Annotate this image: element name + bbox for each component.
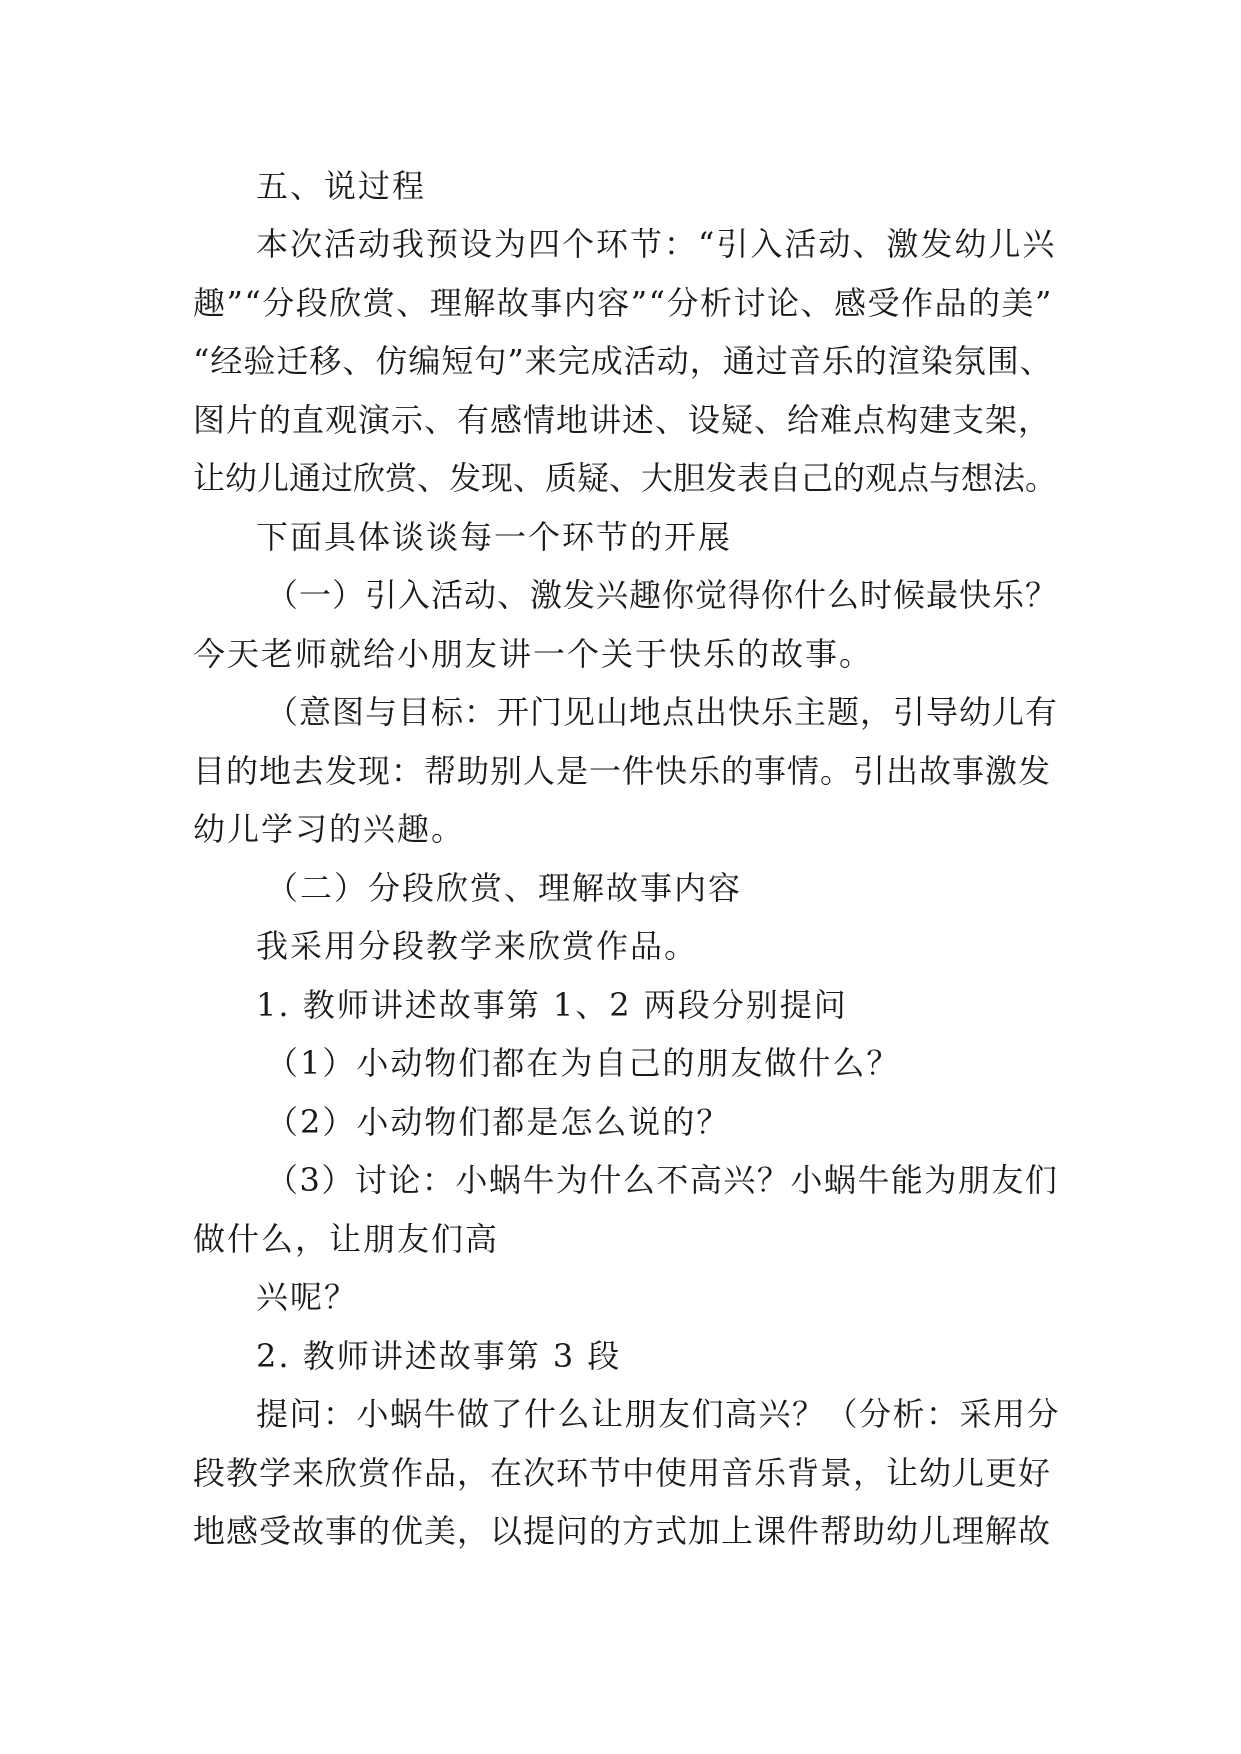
list-item: 2. 教师讲述故事第 3 段: [256, 1337, 622, 1375]
paragraph-line: （意图与目标：开门见山地点出快乐主题，引导幼儿有: [266, 693, 1059, 731]
paragraph-line: 幼儿学习的兴趣。: [193, 810, 466, 848]
subsection-heading: （二）分段欣赏、理解故事内容: [266, 869, 743, 907]
paragraph-line: 趣”“分段欣赏、理解故事内容”“分析讨论、感受作品的美”: [193, 284, 1053, 322]
paragraph-line: 我采用分段教学来欣赏作品。: [256, 927, 699, 965]
paragraph-line: 兴呢？: [256, 1278, 359, 1316]
paragraph-line: 段教学来欣赏作品，在次环节中使用音乐背景，让幼儿更好: [193, 1454, 1052, 1492]
paragraph-line: 做什么，让朋友们高: [193, 1220, 500, 1258]
paragraph-line: 让幼儿通过欣赏、发现、质疑、大胆发表自己的观点与想法。: [193, 459, 1058, 497]
section-heading: 五、说过程: [256, 167, 427, 205]
paragraph-line: 本次活动我预设为四个环节：“引入活动、激发幼儿兴: [256, 225, 1057, 263]
list-item: （1）小动物们都在为自己的朋友做什么？: [266, 1044, 901, 1082]
paragraph-line: 图片的直观演示、有感情地讲述、设疑、给难点构建支架，: [193, 401, 1052, 439]
list-item: （3）讨论：小蜗牛为什么不高兴？小蜗牛能为朋友们: [266, 1161, 1059, 1199]
list-item: （2）小动物们都是怎么说的？: [266, 1103, 731, 1141]
list-item: 1. 教师讲述故事第 1、2 两段分别提问: [256, 986, 848, 1024]
paragraph-line: 地感受故事的优美，以提问的方式加上课件帮助幼儿理解故: [193, 1512, 1052, 1550]
paragraph-line: 今天老师就给小朋友讲一个关于快乐的故事。: [193, 635, 874, 673]
subsection-heading: （一）引入活动、激发兴趣你觉得你什么时候最快乐？: [266, 576, 1059, 614]
paragraph-line: 提问：小蜗牛做了什么让朋友们高兴？（分析：采用分: [256, 1395, 1061, 1433]
paragraph-line: 下面具体谈谈每一个环节的开展: [256, 518, 733, 556]
paragraph-line: 目的地去发现：帮助别人是一件快乐的事情。引出故事激发: [193, 752, 1052, 790]
paragraph-line: “经验迁移、仿编短句”来完成活动，通过音乐的渲染氛围、: [193, 342, 1053, 380]
